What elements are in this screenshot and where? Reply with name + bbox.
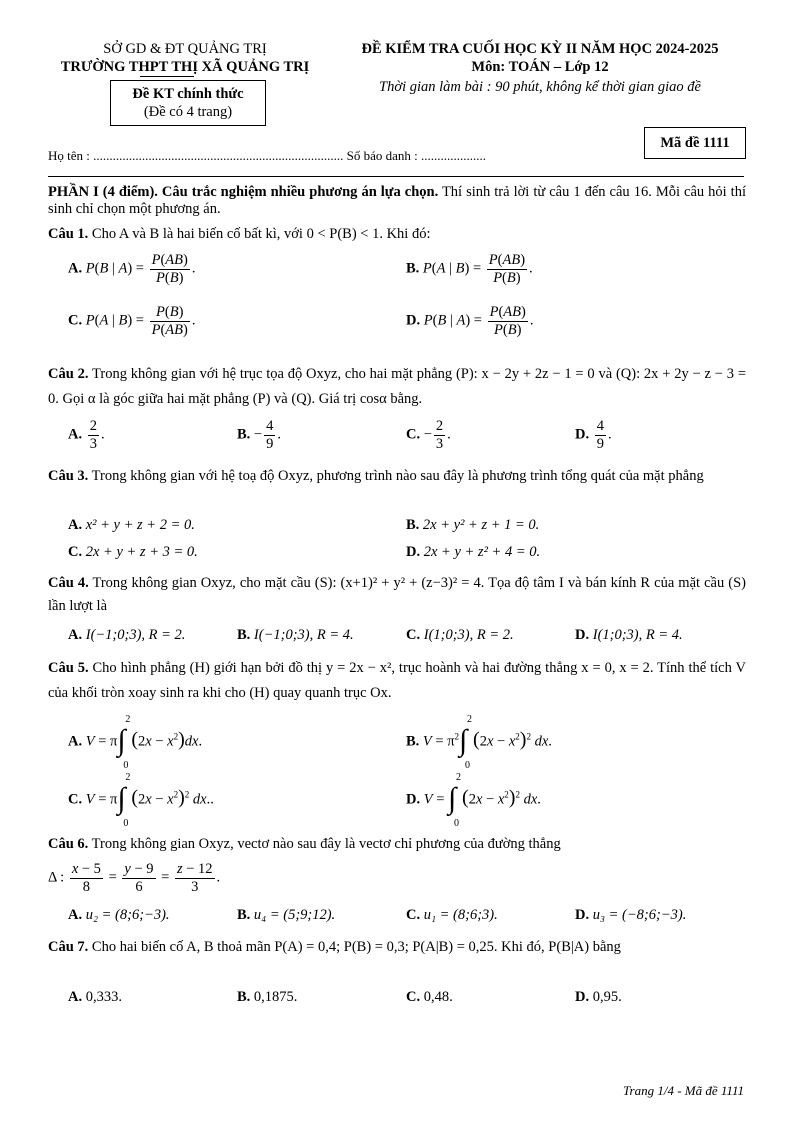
- q6-line-equation: Δ : $\frac{x - 5}{8}$ = $\frac{y - 9}{6}$ = $\frac{z - 12}{3}$ .: [48, 861, 221, 895]
- option-text: u₄ = (5;9;12).: [253, 907, 336, 923]
- question-7: [48, 935, 746, 960]
- official-box: [110, 80, 266, 126]
- q6-option-b[interactable]: [237, 906, 335, 924]
- option-text: 0,95.: [592, 989, 622, 1005]
- option-text: 2x + y² + z + 1 = 0.: [422, 517, 540, 533]
- question-text: Trong không gian Oxyz, vectơ nào sau đây là vectơ chỉ phương của đường thẳng: [88, 836, 561, 852]
- question-text: Trong không gian với hệ toạ độ Oxyz, phương trình nào sau đây là phương trình tổng quát của mặt phẳng: [88, 468, 704, 484]
- q2-option-d[interactable]: D. $\frac{4}{9}$ .: [575, 418, 612, 452]
- option-text: 2x + y + z² + 4 = 0.: [423, 544, 541, 560]
- q4-option-c[interactable]: [406, 626, 514, 644]
- option-text: I(−1;0;3), R = 4.: [253, 627, 354, 643]
- q2-option-b[interactable]: B. − $\frac{4}{9}$ .: [237, 418, 281, 452]
- exam-title: ĐỀ KIỂM TRA CUỐI HỌC KỲ II NĂM HỌC 2024-2025: [361, 41, 719, 57]
- q7-option-d[interactable]: [575, 988, 622, 1006]
- option-label: B.: [237, 426, 251, 443]
- time-note: Thời gian làm bài : 90 phút, không kể thời gian giao đề: [379, 79, 701, 95]
- q5-option-d[interactable]: D. V = ∫ 2 0 $(2x - x^2)^2$ dx.: [406, 772, 541, 829]
- q3-option-b[interactable]: [406, 516, 539, 534]
- school-name: TRƯỜNG THPT THỊ XÃ QUẢNG TRỊ: [60, 59, 310, 75]
- option-label: A.: [68, 733, 83, 750]
- option-label: C.: [406, 426, 421, 443]
- option-label: A.: [68, 426, 83, 443]
- page-count: (Đề có 4 trang): [143, 104, 233, 121]
- header-divider: [48, 176, 744, 177]
- q3-option-d[interactable]: [406, 543, 540, 561]
- option-label: D.: [406, 312, 421, 329]
- q4-option-d[interactable]: [575, 626, 683, 644]
- option-text: I(1;0;3), R = 4.: [592, 627, 683, 643]
- option-text: 0,333.: [85, 989, 122, 1005]
- question-label: Câu 6.: [48, 836, 89, 852]
- question-1: [48, 225, 746, 243]
- question-2: [48, 362, 746, 411]
- question-6: [48, 835, 746, 853]
- option-label: D.: [575, 989, 590, 1005]
- option-label: C.: [406, 989, 421, 1005]
- option-label: B.: [406, 517, 420, 533]
- option-label: D.: [406, 544, 421, 560]
- exam-code-box: Mã đề 1111: [644, 127, 746, 159]
- question-label: Câu 5.: [48, 660, 89, 676]
- page-footer: Trang 1/4 - Mã đề 1111: [623, 1083, 744, 1098]
- option-text: u₂ = (8;6;−3).: [85, 907, 170, 923]
- q1-option-a[interactable]: A. P(B | A) = $\frac{P(AB)}{P(B)}$ .: [68, 252, 196, 286]
- question-text: Cho hình phẳng (H) giới hạn bởi đồ thị y = 2x − x², trục hoành và hai đường thẳng x = 0, x = 2. Tính thể tích V của khối tròn xoay sinh ra khi cho (H) quay quanh trục Ox.: [48, 660, 746, 702]
- option-label: A.: [68, 260, 83, 277]
- question-text: Cho hai biến cố A, B thoả mãn P(A) = 0,4; P(B) = 0,3; P(A|B) = 0,25. Khi đó, P(B|A) bằng: [88, 939, 621, 955]
- option-label: B.: [237, 989, 251, 1005]
- school-underline: [140, 76, 194, 77]
- part1-title: PHẦN I (4 điểm). Câu trắc nghiệm nhiều phương án lựa chọn.: [48, 184, 439, 200]
- question-text: Trong không gian Oxyz, cho mặt cầu (S): (x+1)² + y² + (z−3)² = 4. Tọa độ tâm I và bán kính R của mặt cầu (S) lần lượt là: [48, 575, 746, 615]
- department-name: SỞ GD & ĐT QUẢNG TRỊ: [103, 41, 267, 57]
- option-text: u₃ = (−8;6;−3).: [592, 907, 687, 923]
- option-label: C.: [68, 544, 83, 560]
- option-text: I(−1;0;3), R = 2.: [85, 627, 186, 643]
- option-label: C.: [68, 791, 83, 808]
- option-label: A.: [68, 627, 83, 643]
- option-label: C.: [406, 627, 421, 643]
- option-label: B.: [406, 260, 420, 277]
- q3-option-c[interactable]: [68, 543, 198, 561]
- option-text: x² + y + z + 2 = 0.: [85, 517, 195, 533]
- q2-option-c[interactable]: C. − $\frac{2}{3}$ .: [406, 418, 451, 452]
- question-label: Câu 3.: [48, 468, 89, 484]
- q5-option-a[interactable]: A. V = π ∫ 2 0 $(2x - x^2)dx$.: [68, 714, 203, 771]
- option-label: A.: [68, 989, 83, 1005]
- q1-option-b[interactable]: B. P(A | B) = $\frac{P(AB)}{P(B)}$ .: [406, 252, 533, 286]
- q1-option-d[interactable]: D. P(B | A) = $\frac{P(AB)}{P(\overline{B})}$ .: [406, 304, 534, 338]
- question-4: [48, 572, 746, 618]
- question-label: Câu 4.: [48, 575, 89, 591]
- option-text: u₁ = (8;6;3).: [423, 907, 498, 923]
- official-label: Đề KT chính thức: [132, 86, 244, 102]
- option-text: 0,1875.: [253, 989, 298, 1005]
- question-label: Câu 7.: [48, 939, 89, 955]
- q5-option-b[interactable]: B. $V = \pi^2$ ∫ 2 0 $(2x - x^2)^2$ dx.: [406, 714, 552, 771]
- option-label: D.: [575, 627, 590, 643]
- q7-option-b[interactable]: [237, 988, 297, 1006]
- question-text: Trong không gian với hệ trục tọa độ Oxyz, cho hai mặt phẳng (P): x − 2y + 2z − 1 = 0 và (Q): 2x + 2y − z − 3 = 0. Gọi α là góc giữa hai mặt phẳng (P) và (Q). Giá trị cosα bằng.: [48, 366, 746, 407]
- option-label: D.: [575, 907, 590, 923]
- option-label: D.: [406, 791, 421, 808]
- option-label: C.: [406, 907, 421, 923]
- option-label: D.: [575, 426, 590, 443]
- option-label: B.: [237, 907, 251, 923]
- option-label: A.: [68, 517, 83, 533]
- q6-option-a[interactable]: [68, 906, 170, 924]
- name-id-line: Họ tên : ............................................................................. Số báo danh : ....................: [48, 148, 487, 163]
- q6-option-c[interactable]: [406, 906, 498, 924]
- q1-option-c[interactable]: C. P(A | B) = $\frac{P(B)}{P(AB)}$ .: [68, 304, 196, 338]
- part1-heading: [48, 184, 746, 217]
- q4-option-a[interactable]: [68, 626, 185, 644]
- part1-instructions: Thí sinh trả lời từ câu 1 đến câu 16. Mỗi câu hỏi thí sinh chỉ chọn một phương án.: [48, 184, 746, 217]
- question-5: [48, 656, 746, 707]
- q7-option-c[interactable]: [406, 988, 453, 1006]
- option-text: I(1;0;3), R = 2.: [423, 627, 514, 643]
- q4-option-b[interactable]: [237, 626, 354, 644]
- option-label: A.: [68, 907, 83, 923]
- question-3: [48, 466, 746, 487]
- q6-option-d[interactable]: [575, 906, 686, 924]
- q3-option-a[interactable]: [68, 516, 195, 534]
- option-label: B.: [237, 627, 251, 643]
- option-label: B.: [406, 733, 420, 750]
- q7-option-a[interactable]: [68, 988, 122, 1006]
- q2-option-a[interactable]: A. $\frac{2}{3}$ .: [68, 418, 105, 452]
- subject-line: Môn: TOÁN – Lớp 12: [471, 59, 609, 75]
- question-text: Cho A và B là hai biến cố bất kì, với 0 < P(B) < 1. Khi đó:: [88, 226, 431, 242]
- option-text: 2x + y + z + 3 = 0.: [85, 544, 198, 560]
- question-label: Câu 1.: [48, 226, 89, 242]
- option-text: 0,48.: [423, 989, 453, 1005]
- option-label: C.: [68, 312, 83, 329]
- question-label: Câu 2.: [48, 366, 89, 382]
- q5-option-c[interactable]: C. V = π ∫ 2 0 $(2x - x^2)^2$ dx..: [68, 772, 214, 829]
